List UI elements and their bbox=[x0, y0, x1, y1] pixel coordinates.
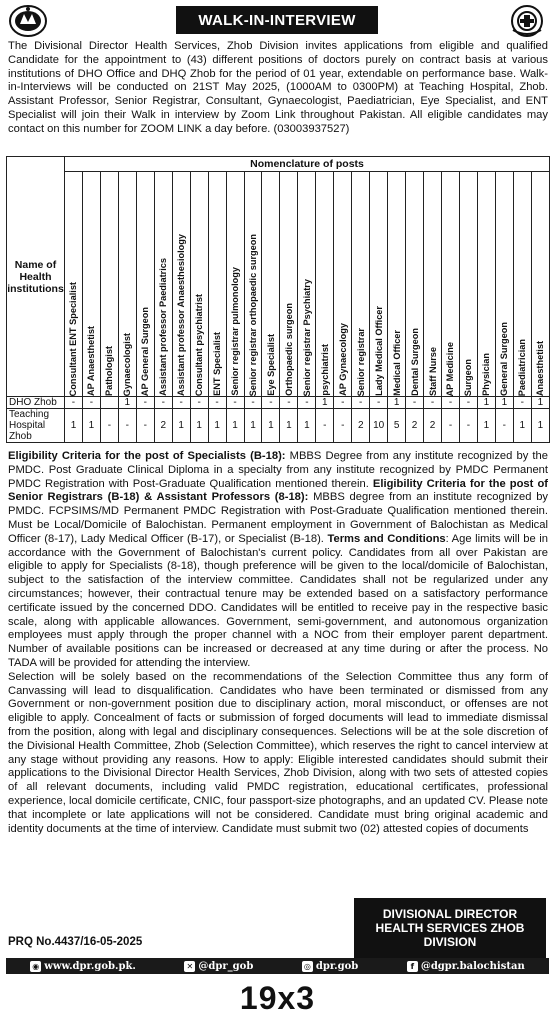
post-count-cell: 2 bbox=[154, 409, 172, 443]
institution-name: DHO Zhob bbox=[7, 397, 65, 409]
post-count-cell: - bbox=[172, 397, 190, 409]
footer-social-bar bbox=[6, 958, 549, 974]
globe-icon: ◉ bbox=[30, 961, 41, 972]
post-name: Surgeon bbox=[463, 358, 474, 396]
post-count-cell: 2 bbox=[352, 409, 370, 443]
post-column-header bbox=[190, 172, 208, 397]
post-count-cell: - bbox=[244, 397, 262, 409]
post-column-header bbox=[370, 172, 388, 397]
post-count-cell: - bbox=[334, 397, 352, 409]
table-row bbox=[7, 409, 550, 443]
post-count-cell: 10 bbox=[370, 409, 388, 443]
signature-block bbox=[354, 898, 546, 958]
post-name: Senior registrar pulmonology bbox=[230, 267, 241, 396]
signature-line-3: DIVISION bbox=[423, 935, 477, 949]
selection-paragraph: Selection will be solely based on the recommendations of the Selection Committee thus any form of Canvassing will lead to disqualification. Candidates who have been terminated or dismissed from any Government or non-government position due to disciplinary action, moral misconduct, or offenses are not eligible to apply. Concealment of facts or submission of forged documents will lead to immediate dismissal from the position, along with legal and disciplinary consequences. Selections will be at the sole discretion of the Divisional Health Committee, Zhob (Selection Committee), which reserves the right to cancel interview at any stage without providing any reasons. How to apply: Eligible interested candidates should submit their applications to the Divisional Director Health Services, Zhob Division, along with two sets of attested copies of all relevant documents, including valid PMDC registration, educational certificates, professional experience, local domicile certificate, CNIC, four passport-size photographs, and an updated CV. Please note that incomplete or late applications will not be considered. Candidate must bring original academic and identity documents at the time of interview. Candidate must submit two (02) attested copies of documents bbox=[8, 670, 548, 835]
instagram-text: dpr.gob bbox=[315, 960, 359, 972]
post-count-cell: 1 bbox=[513, 409, 531, 443]
instagram-icon: ◎ bbox=[302, 961, 313, 972]
post-name: Assistant professor Paediatrics bbox=[158, 258, 169, 396]
post-count-cell: 1 bbox=[477, 397, 495, 409]
post-count-cell: - bbox=[352, 397, 370, 409]
post-name: Staff Nurse bbox=[427, 346, 438, 396]
post-column-header bbox=[316, 172, 334, 397]
post-column-header bbox=[477, 172, 495, 397]
footer-facebook[interactable] bbox=[407, 961, 525, 972]
post-column-header bbox=[334, 172, 352, 397]
post-name: ENT Specialist bbox=[212, 332, 223, 396]
post-name: AP Anaesthetist bbox=[86, 326, 97, 396]
post-name: Physician bbox=[481, 353, 492, 396]
table-row bbox=[7, 397, 550, 409]
post-count-cell: - bbox=[65, 397, 83, 409]
footer-twitter[interactable] bbox=[184, 961, 253, 972]
specialist-criteria-text: MBBS Degree from any institute recognized by the PMDC. Post Graduate Clinical Diploma in a specialty from any institute recognized by PMDC Permanent PMDC Registration with Post-Graduate Qualification mentioned therein. bbox=[8, 450, 548, 490]
footer-website[interactable] bbox=[30, 961, 136, 972]
page-title: WALK-IN-INTERVIEW bbox=[176, 6, 378, 34]
post-count-cell: - bbox=[406, 397, 424, 409]
footer-instagram[interactable] bbox=[302, 961, 358, 972]
posts-table bbox=[6, 156, 550, 448]
post-count-cell: - bbox=[136, 397, 154, 409]
post-count-cell: - bbox=[442, 397, 460, 409]
post-name: Assistant professor Anaesthesiology bbox=[176, 233, 187, 396]
post-count-cell: - bbox=[280, 397, 298, 409]
post-count-cell: 1 bbox=[65, 409, 83, 443]
post-column-header bbox=[406, 172, 424, 397]
ad-size-label: 19x3 bbox=[239, 980, 316, 1016]
post-count-cell: 1 bbox=[208, 409, 226, 443]
post-count-cell: - bbox=[82, 397, 100, 409]
post-name: Senior registrar orthopaedic surgeon bbox=[248, 233, 258, 396]
post-count-cell: - bbox=[100, 409, 118, 443]
post-name: Anaesthetist bbox=[535, 340, 546, 396]
post-column-header bbox=[208, 172, 226, 397]
specialist-criteria-heading: Eligibility Criteria for the post of Specialists (B-18): bbox=[8, 450, 286, 462]
post-column-header bbox=[244, 172, 262, 397]
facebook-icon: f bbox=[407, 961, 418, 972]
post-count-cell: 1 bbox=[118, 397, 136, 409]
post-count-cell: - bbox=[442, 409, 460, 443]
post-column-header bbox=[280, 172, 298, 397]
post-column-header bbox=[531, 172, 549, 397]
post-count-cell: - bbox=[334, 409, 352, 443]
website-text: www.dpr.gob.pk. bbox=[44, 960, 136, 972]
post-name: AP Medicine bbox=[445, 341, 456, 396]
post-count-cell: - bbox=[459, 409, 477, 443]
post-name: AP Gynaecology bbox=[337, 323, 348, 396]
post-column-header bbox=[226, 172, 244, 397]
health-department-logo-icon bbox=[507, 4, 547, 38]
post-name: Gynaecologist bbox=[122, 332, 133, 396]
post-column-header bbox=[388, 172, 406, 397]
post-count-cell: 1 bbox=[226, 409, 244, 443]
post-count-cell: 1 bbox=[316, 397, 334, 409]
post-count-cell: - bbox=[154, 397, 172, 409]
terms-text: : Age limits will be in accordance with the Government of Balochistan's current policy. Candidates from all over Pakistan are eligible to apply for Specialists (8-18), though preference will be given to the local/domicile of Balochistan, subject to the satisfaction of the interview committee. Candidates shall not be regularized under any circumstances; however, their contractual tenure may be extended based on a satisfactory performance certificate issued by the concerned DDO. Candidates will be entitled to receive pay in the respective basic scale, along with applicable allowances. Government, semi-government, and autonomous organization employees must apply through the proper channel with a NOC from their employer parent department. Number of available positions can be increased or decreased at any time during or after the process. No TADA will be provided for attending the interview. bbox=[8, 532, 548, 669]
post-count-cell: - bbox=[118, 409, 136, 443]
post-name: Lady Medical Officer bbox=[373, 306, 384, 396]
post-column-header bbox=[118, 172, 136, 397]
registrar-criteria-text: MBBS degree from an institute recognized by PMDC. FCPSIMS/MD Permanent PMDC Registration with Post-Graduate Qualification mentioned therein. Must be Local/Domicile of Balochistan. Permanent employment in Government of Balochistan as Medical Officer (8-17), Lady Medical Officer (B-17), or Specialist (B-18). bbox=[8, 491, 549, 545]
post-count-cell: - bbox=[316, 409, 334, 443]
post-count-cell: 1 bbox=[388, 397, 406, 409]
post-count-cell: 1 bbox=[477, 409, 495, 443]
post-name: Senior registrar bbox=[355, 327, 366, 396]
post-column-header bbox=[65, 172, 83, 397]
post-name: Paediatrician bbox=[517, 338, 528, 396]
post-count-cell: - bbox=[298, 397, 316, 409]
government-emblem-icon bbox=[8, 4, 48, 38]
post-name: Consultant ENT Specialist bbox=[68, 281, 79, 396]
post-count-cell: - bbox=[136, 409, 154, 443]
signature-line-2: HEALTH SERVICES ZHOB bbox=[375, 921, 525, 935]
registrar-criteria-heading: Eligibility Criteria for the post of Senior Registrars (B-18) & Assistant Professors (8-18): bbox=[8, 477, 548, 504]
post-name: Consultant psychiatrist bbox=[194, 293, 205, 396]
post-count-cell: 5 bbox=[388, 409, 406, 443]
post-name: AP General Surgeon bbox=[140, 306, 151, 396]
post-column-header bbox=[262, 172, 280, 397]
post-name: Medical Officer bbox=[391, 330, 402, 396]
post-column-header bbox=[513, 172, 531, 397]
post-count-cell: 1 bbox=[495, 397, 513, 409]
post-count-cell: 2 bbox=[424, 409, 442, 443]
post-column-header bbox=[82, 172, 100, 397]
post-count-cell: 2 bbox=[406, 409, 424, 443]
post-name: General Surgeon bbox=[499, 321, 510, 396]
post-name: Eye Specialist bbox=[265, 334, 276, 396]
signature-line-1: DIVISIONAL DIRECTOR bbox=[382, 907, 518, 921]
post-count-cell: 1 bbox=[82, 409, 100, 443]
post-column-header bbox=[154, 172, 172, 397]
post-count-cell: 1 bbox=[244, 409, 262, 443]
post-column-header bbox=[172, 172, 190, 397]
post-name: Dental Surgeon bbox=[409, 328, 420, 396]
post-column-header bbox=[442, 172, 460, 397]
post-count-cell: 1 bbox=[531, 397, 549, 409]
post-count-cell: - bbox=[262, 397, 280, 409]
terms-section bbox=[8, 450, 548, 836]
post-name: Senior registrar Psychiatry bbox=[301, 278, 312, 396]
post-count-cell: - bbox=[513, 397, 531, 409]
post-count-cell: - bbox=[208, 397, 226, 409]
post-count-cell bbox=[100, 397, 118, 409]
post-count-cell: 1 bbox=[172, 409, 190, 443]
institution-name: Teaching Hospital Zhob bbox=[7, 409, 65, 443]
post-column-header bbox=[352, 172, 370, 397]
post-column-header bbox=[495, 172, 513, 397]
prq-number: PRQ No.4437/16-05-2025 bbox=[8, 936, 143, 948]
post-count-cell: - bbox=[190, 397, 208, 409]
twitter-icon: ✕ bbox=[184, 961, 195, 972]
post-count-cell: - bbox=[424, 397, 442, 409]
post-count-cell: 1 bbox=[298, 409, 316, 443]
post-column-header bbox=[136, 172, 154, 397]
post-count-cell: 1 bbox=[531, 409, 549, 443]
institution-column-header: Name of Health institutions bbox=[7, 157, 65, 397]
post-column-header bbox=[298, 172, 316, 397]
post-count-cell: - bbox=[370, 397, 388, 409]
post-count-cell: 1 bbox=[190, 409, 208, 443]
post-count-cell: 1 bbox=[262, 409, 280, 443]
nomenclature-header: Nomenclature of posts bbox=[65, 157, 550, 172]
post-name: Orthopaedic surgeon bbox=[283, 303, 294, 396]
facebook-text: @dgpr.balochistan bbox=[420, 960, 525, 972]
post-count-cell: - bbox=[459, 397, 477, 409]
twitter-text: @dpr_gob bbox=[198, 960, 254, 972]
post-column-header bbox=[459, 172, 477, 397]
post-column-header bbox=[100, 172, 118, 397]
eligibility-paragraph bbox=[8, 450, 548, 671]
post-count-cell: - bbox=[226, 397, 244, 409]
terms-heading: Terms and Conditions bbox=[327, 532, 446, 545]
intro-paragraph: The Divisional Director Health Services, Zhob Division invites applications from eligible and qualified Candidate for the appointment to (43) different positions of doctors purely on contract basis at various institutions of DHO Office and DHQ Zhob for the period of 01 year, extendable on performance base. Walk-in-Interviews will be conducted on 21ST May 2025, (1000AM to 0300PM) at Teaching Hospital, Zhob. Assistant Professor, Senior Registrar, Consultant, Gynaecologist, Paediatrician, Eye Specialist, and ENT Specialist will join their Walk in interview by Zoom Link throughout Pakistan. All eligible candidates may contact on this number for ZOOM LINK a day before. (03003937527) bbox=[8, 40, 548, 135]
post-column-header bbox=[424, 172, 442, 397]
post-count-cell: - bbox=[495, 409, 513, 443]
post-count-cell: 1 bbox=[280, 409, 298, 443]
post-name: Pathologist bbox=[104, 345, 115, 396]
post-name: psychiatrist bbox=[319, 344, 330, 396]
